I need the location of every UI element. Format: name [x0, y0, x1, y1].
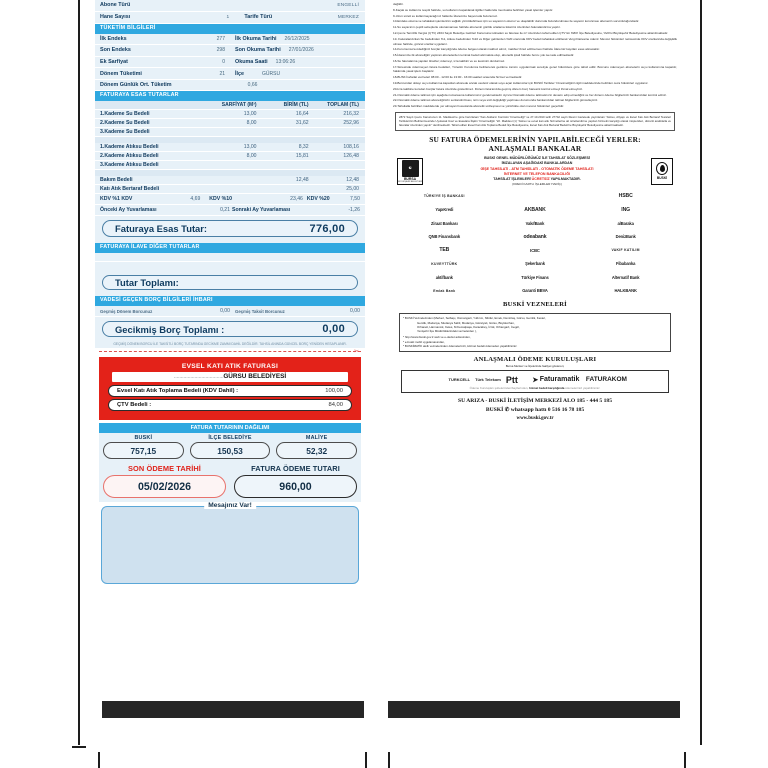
amount-unit: 16,64: [295, 111, 309, 118]
bank-logo: VakıfBank: [525, 220, 545, 226]
faturamatik-label: Faturamatik: [539, 376, 580, 384]
bank-logo: [490, 190, 581, 204]
bank-header-line5b: YAPILMAKTADIR.: [550, 176, 581, 181]
table-row: [95, 185, 365, 194]
bank-logo: Garanti BBVA: [522, 288, 548, 294]
bank-logo: odeabank: [523, 233, 547, 240]
payable-amount-label: FATURA ÖDEME TUTARI: [251, 464, 340, 474]
amounts-col-unit: BİRİM (TL): [283, 102, 309, 109]
bank-logo: ING: [621, 206, 631, 213]
amount-unit: 8,32: [298, 144, 309, 151]
ptt-logo: [506, 375, 528, 385]
message-body: [101, 506, 359, 584]
abone-turu-label: Abone Türü: [100, 2, 131, 9]
table-row: [95, 110, 365, 119]
pi-note-c: ödemelerinizi yapabilirsiniz.: [565, 385, 601, 390]
term-item: 17-Süresinde ödenmeyen fatura bedelleri, Yönetim Kurulunca belirlenerek gecikme zammı uygulanmak suretiyle genel hükümlere göre tahsil edilir. Borcunu ödemeyen abonelerin suyu kullanımına kapatılır, hakkında yasal işlem başlatılır.: [393, 64, 677, 74]
distribution-treasury-value: 52,32: [276, 442, 357, 459]
solid-waste-invoice-box: [99, 357, 361, 420]
vezne-line: * http://www.buski.gov.tr web ve e-devlet adresinden,: [403, 335, 471, 340]
amount-qty: 8,00: [246, 153, 257, 160]
onceki-ay-value: 0,21: [220, 207, 230, 214]
ctv-fee-label: ÇTV Bedeli :: [117, 402, 152, 409]
overdue-total-value: 0,00: [322, 323, 345, 336]
tarife-turu-label: Tarife Türü: [244, 14, 273, 21]
bank-logo: Fibabanka: [615, 261, 636, 267]
bank-header-line3: GİŞE TAHSİLATI - ATM TAHSİLATI - OTOMATİK ÖDEME TAHSİLATI: [480, 166, 594, 171]
buski-logo: [651, 158, 673, 185]
turkcell-logo: [443, 377, 470, 382]
message-legend: Mesajınız Var!: [204, 502, 256, 509]
payment-places-title: SU FATURA ÖDEMELERİNİN YAPILABİLECEĞİ YERLER:: [429, 134, 641, 144]
bank-logo: Emlak Bank: [433, 288, 456, 293]
kdv1-value: 4,69: [190, 196, 201, 203]
waste-regulation-note: 2872 Sayılı Çevre Kanununun 11. Maddesi'ne göre hazırlanan "Katı Atıkların Kontrolü Yönetmeliği" ve 27.10.2010 tarih 27742 sayılı Resmi Gazetede yayınlanan "Atıksu, Altyapı ve Evsel Katı Atık Bertaraf Tesisleri Tarifelerinin Belirlenmesinde Uyulacak Usul ve Esaslara İlişkin Yönetmeliğin "22. Maddesi (1) "Atıksu ve evsel katı atık hizmetlerine ait ücretlendirme yapılan hizmetin karşılığı olarak müşteriden, düzenli aralıklarla ve faturalar üzerinden yapılır" denilmektedir. Tahsil edilen Evsel Katı Atık Toplama Bedeli İlçe Belediyesine, Evsel Katı Atık Bertaraf Bedeli'ne Büyükşehir Belediyesine aktarılmaktadır.: [395, 112, 675, 131]
faturamatik-arrow-icon: ➤: [532, 376, 539, 384]
overdue-total-pill: [102, 321, 358, 337]
amount-total: 216,32: [343, 111, 359, 118]
term-item: 20-Icra takibine konulan borçlar fatura üzerinde gösterilmez. Dönem faturanızda geçmiş dönem borç hanesini kontrol etmeyi ihmal etmeyiniz.: [393, 86, 583, 91]
sonraki-ay-value: -1,26: [348, 207, 360, 214]
pi-note-b: hizmet bedeli karşılığında: [529, 385, 565, 390]
invoice-total-label: Faturaya Esas Tutar:: [115, 223, 208, 235]
bank-header-line2: İMZALAYAN AŞAĞIDAKİ BANKALARDAN: [501, 161, 573, 166]
term-item: 8-Kaçak su kullanımı tespiti halinde, su kullanımı kapatılarak ilgililer hakkında mevzuatta belirtilen yasal işlemler yapılır.: [393, 7, 554, 12]
hane-sayisi-value: 1: [226, 14, 230, 20]
bank-logo: VAKIF KATILIM: [611, 248, 640, 253]
rounding-row: [95, 205, 365, 216]
message-area: [101, 502, 359, 584]
buski-logo-text: BUSKİ: [656, 176, 668, 181]
amount-total: 25,00: [346, 186, 359, 193]
onceki-ay-label: Önceki Ay Yuvarlaması: [100, 207, 157, 214]
ek-sarfiyat-label: Ek Sarfiyat: [100, 58, 128, 65]
bursa-logo-sub: BÜYÜKŞEHİR BELEDİYESİ: [398, 181, 422, 184]
contact-block: [393, 395, 677, 422]
pi-note-a: Ödeme Kuruluşları şubelerinden/bayilerinden,: [469, 385, 529, 390]
table-row: [95, 143, 365, 152]
municipality-dots: ....................................: [173, 373, 224, 381]
turkcell-mark-icon: [443, 378, 447, 382]
contact-buski-label: BUSKİ: [485, 407, 504, 414]
tarife-turu-value: MERKEZ: [337, 14, 359, 20]
subscriber-row-household: [95, 12, 365, 24]
overdue-note: GEÇMİŞ DÖNEM BORCU İLE TAKSİTLİ BORÇ TUTARINDA GECİKME ZAMMI DAHİL DEĞİLDİR. TAHSİL ANINDA GÜNCEL BORÇ YENİDEN HESAPLANIR.: [113, 341, 347, 346]
subscriber-row-type: [95, 0, 365, 12]
kdv20-label: KDV %20: [306, 196, 330, 203]
donem-tuketimi-value: 21: [219, 70, 225, 77]
crop-mark-lb: [72, 746, 86, 748]
bank-logo: QNB Finansbank: [428, 234, 461, 240]
table-row: [95, 119, 365, 128]
vezne-line: * BUSKİ Veznelerinden (Merkez, Setbaşı, Osmangazi, Yıldırım, Nilüfer, Emek, Demirtaş, Gürsu, Gemlik, Kestel,: [403, 316, 546, 321]
faturamatik-logo: [532, 376, 579, 384]
bank-logo: HSBC: [618, 193, 633, 200]
amount-sum-label: Tutar Toplamı:: [115, 277, 179, 289]
bank-header-line5a: TAHSİLAT İŞLEMLERİ: [493, 176, 531, 181]
ctv-fee-value: 84,00: [328, 402, 343, 409]
kdv-row: [95, 194, 365, 205]
crop-mark-br3: [684, 752, 686, 768]
extra-blank-row: [95, 253, 365, 262]
buski-cashdesks-title: BUSKİ VEZNELERİ: [503, 300, 567, 308]
amount-unit: 31,62: [295, 120, 309, 127]
contact-line2: [393, 406, 677, 415]
municipality-suffix: BELEDİYESİ: [248, 373, 287, 381]
invoice-total-pill: [102, 220, 358, 237]
waste-collection-fee-label: Evsel Katı Atık Toplama Bedeli (KDV Dahil) :: [117, 387, 239, 394]
amount-name: 3.Kademe Su Bedeli: [100, 129, 150, 136]
bill-detail-page: [95, 0, 365, 722]
distribution-header: FATURA TUTARININ DAĞILIMI: [99, 423, 361, 433]
term-item: 10-Endeks okuma ve tahakkuk işlemlerinin sağlıklı yürütülebilmesi için su sayacının okunur ve ulaşılabilir durumda bulundurulması ile sayacın korunması abonenin sorumluluğundadır.: [393, 19, 640, 24]
waste-collection-fee-value: 100,00: [325, 387, 343, 394]
vezne-line: Yenişehir İlçe Müdürlüklerindeki veznelerden ),: [417, 329, 477, 334]
term-item: 11-Su sayacının çeşitli sebeplerle okunamaması halinde abonenin günlük ortalama tüketimi üzerinden faturalandırma yapılır.: [393, 25, 561, 30]
due-date-value: 05/02/2026: [103, 475, 226, 498]
waste-title: EVSEL KATI ATIK FATURASI: [181, 362, 279, 370]
bank-logo: Şekerbank: [525, 261, 545, 267]
payment-institutions-note: [405, 387, 665, 391]
bank-logo: Ziraat Bankası: [431, 220, 458, 226]
payment-institutions-title: ANLAŞMALI ÖDEME KURULUŞLARI: [473, 355, 597, 363]
amount-unit: 12,48: [295, 177, 309, 184]
consumption-row: [95, 34, 365, 46]
bank-logo: AKBANK: [524, 206, 546, 213]
vezne-line: * e-buski mobil uygulamasından,: [403, 339, 445, 344]
vezne-line: * BUSKİMATİK akıllı veznelerinden ödemelerinizi, Hizmet bedeli ödemeden yapabilirsiniz.: [403, 344, 518, 349]
okuma-saati-value: 13:06:26: [275, 58, 296, 65]
amount-name: Bakım Bedeli: [100, 177, 133, 184]
payment-institutions-box: [401, 370, 669, 393]
distribution-municipality: [190, 435, 271, 460]
gecmis-taksit-value: 0,00: [350, 308, 360, 315]
bank-header-free-word: ÜCRETSİZ: [531, 176, 550, 181]
bank-logo: Alternatif Bank: [611, 274, 640, 280]
term-item: 19-Borcundan dolayı suyu kullanıma kapatılan abonede ancak usulsüz olarak suyu açan kullanıcılar için BUSKİ Tarifeler Yönetmeliğinin ilgili maddelerinde belirtilen ceza hükümleri uygulanır.: [393, 81, 649, 85]
bursa-crest-icon: ☯: [402, 160, 419, 177]
extra-amounts-header: FATURAYA İLAVE DİĞER TUTARLAR: [95, 243, 365, 253]
consumption-row: [95, 68, 365, 80]
son-okuma-tarihi-label: Son Okuma Tarihi: [235, 47, 281, 54]
payment-institutions-subtitle: Bursa Merkez ve İlçelerinde faaliyet gösteren;: [505, 364, 565, 369]
subscriber-info: [95, 0, 365, 24]
agreement-banks-title: ANLAŞMALI BANKALAR: [488, 143, 582, 153]
waste-collection-fee-row: [108, 385, 352, 397]
cashdesk-info-box: [399, 313, 671, 352]
page-bottom-black-bar: [388, 701, 680, 718]
donem-tuketimi-label: Dönem Tüketimi: [100, 70, 142, 77]
distribution-buski-label: BUSKİ: [134, 434, 153, 441]
sonraki-ay-label: Sonraki Ay Yuvarlaması: [231, 207, 291, 214]
crop-mark-left2: [78, 0, 80, 745]
distribution-municipality-value: 150,53: [190, 442, 271, 459]
term-item: 23-Tahsilatla belirtilen maddelerde yer almayan hususlarda abonelik sözleşmesi ve yürürlükte olan mevcut hükümleri geçerlidir.: [393, 104, 565, 109]
overdue-header: VADESİ GEÇEN BORÇ BİLGİLERİ İHBARI: [95, 296, 365, 306]
distribution-buski-value: 757,15: [103, 442, 184, 459]
kdv10-value: 23,46: [290, 196, 303, 203]
amounts-header-row: [95, 101, 365, 110]
vezne-line: Orhaneli, Harmancık, Keles, M.Kemalpaşa, Karacabey, İznik, Orhangazi, İnegöl,: [417, 325, 520, 330]
amounts-col-qty: SARFİYAT (M³): [221, 102, 257, 109]
term-item: 14-Kurumumuza ödediğiniz borçlar karşılığında ödeme belgesi olarak makbuz alınız, makbuz ibraz edilmemesi halinde İdaremiz kayıtları esas alınacaktır.: [393, 47, 600, 52]
amount-name: 1.Kademe Su Bedeli: [100, 111, 150, 118]
son-endeks-value: 298: [216, 47, 225, 54]
faturakom-label: FATURAKOM: [585, 376, 627, 384]
distribution-treasury: [276, 435, 357, 460]
amount-total: 126,48: [343, 153, 359, 160]
bank-header-line1: BUSKİ GENEL MÜDÜRLÜĞÜMÜZ İLE TAHSİLAT SÖZLEŞMESİ: [484, 156, 590, 161]
turk-telekom-label: Türk Telekom: [475, 377, 501, 383]
bank-header-line6: (KREDİ KARTLI İŞLEMLER HARİÇ): [512, 182, 562, 187]
ilk-endeks-label: İlk Endeks: [100, 35, 127, 42]
amount-total: 252,96: [343, 120, 359, 127]
term-item: 21-Otomatik ödeme talimatı için aşağıda numarasına kullanımınız gerekmektedir. Ayrıca Otomatik ödeme talimatınızın devamı edip etmediğini ve her dönem ödeme bilgilerinizi bankanızdan kontrol ediniz.: [393, 92, 667, 97]
payment-summary: [99, 463, 361, 502]
bank-logo: TEB: [439, 247, 450, 254]
extra-blank-row: [95, 262, 365, 271]
amount-total: 108,16: [343, 144, 359, 151]
gecmis-taksit-label: Geçmiş Taksit Borcunuz: [234, 308, 285, 314]
consumption-row: [95, 80, 365, 92]
kdv10-label: KDV %10: [209, 196, 233, 203]
abone-turu-value: ENGELLİ: [337, 2, 359, 8]
amounts-section-header: FATURAYA ESAS TUTARLAR: [95, 91, 365, 101]
overdue-total-label: Gecikmiş Borç Toplamı :: [115, 323, 225, 335]
overdue-row: [95, 306, 365, 317]
payable-amount-value: 960,00: [234, 475, 357, 498]
hane-sayisi-label: Hane Sayısı: [100, 14, 131, 21]
son-okuma-tarihi-value: 27/01/2026: [288, 47, 314, 54]
term-item: 18-BUSKİ tahsilat vezneleri 08:00 - 12:00 ile 13:00 - 16:00 saatleri arasında hizmet vermektedir.: [393, 75, 523, 80]
terms-list: [393, 2, 677, 109]
invoice-total-value: 776,00: [309, 222, 345, 235]
turkcell-label: TURKCELL: [448, 377, 471, 383]
amount-name: Katı Atık Bertaraf Bedeli: [100, 186, 160, 193]
crop-mark-br2: [388, 752, 390, 768]
amount-name: 1.Kademe Atıksu Bedeli: [100, 144, 159, 151]
amount-sum-pill: [102, 275, 358, 290]
consumption-row: [95, 45, 365, 57]
amount-qty: 8,00: [246, 120, 257, 127]
bank-logo: aktifbank: [435, 274, 453, 280]
water-drop-icon: [656, 162, 668, 175]
distribution-buski: [103, 435, 184, 460]
bank-logo-grid: [393, 189, 677, 300]
kdv1-label: KDV %1 KDV: [100, 196, 133, 203]
bank-header-line4: İNTERNET VE TELEFON BANKACILIĞI: [503, 171, 571, 176]
gecmis-donem-value: 0,00: [220, 308, 230, 315]
term-item: 9-Uzun süreli su kullanmayacağınız hallerde İdaremize başvuruda bulununuz.: [393, 13, 498, 18]
due-date-label: SON ÖDEME TARİHİ: [128, 464, 201, 474]
consumption-row: [95, 57, 365, 69]
term-item: değildir.: [393, 2, 404, 6]
ptt-mark-icon: [519, 376, 527, 384]
term-item: 22-Otomatik ödeme talimatı abonelığinizin sonlandırılması, isim veya sicil değişikliği yapılması durumunda bankanızdan talimat bilgilerinizi güncelleyiniz.: [393, 98, 599, 103]
okuma-saati-label: Okuma Saati: [235, 58, 268, 65]
municipality-name: GÜRSU: [223, 373, 247, 381]
table-row: [95, 161, 365, 170]
amount-qty: 13,00: [243, 111, 257, 118]
amounts-col-total: TOPLAM (TL): [327, 102, 359, 109]
amount-total: 12,48: [346, 177, 359, 184]
bank-logo: Türkiye Finans: [521, 274, 549, 280]
bank-logo: HALKBANK: [614, 288, 637, 294]
gunluk-ort-label: Dönem Günlük Ort. Tüketim: [100, 82, 172, 89]
municipality-bar: [112, 372, 348, 382]
crop-mark-bl: [98, 752, 100, 768]
contact-whatsapp-text: whatsapp hattı 0 516 16 78 185: [510, 407, 585, 414]
bank-header-strip: [397, 156, 673, 187]
table-row: [95, 152, 365, 161]
payment-institutions-logos: [405, 373, 665, 387]
amount-name: 3.Kademe Atıksu Bedeli: [100, 162, 159, 169]
crop-mark-right: [700, 0, 702, 745]
amount-name: 2.Kademe Atıksu Bedeli: [100, 153, 159, 160]
tear-off-line: [99, 351, 361, 355]
ilk-okuma-tarihi-value: 26/12/2025: [284, 35, 310, 42]
bank-logo: DenizBank: [615, 234, 636, 240]
bank-logo: alBaraka: [617, 220, 634, 226]
amounts-table: [95, 101, 365, 216]
table-row: [95, 128, 365, 137]
amount-name: 2.Kademe Su Bedeli: [100, 120, 150, 127]
whatsapp-icon: ✆: [504, 407, 510, 414]
amount-unit: 15,81: [295, 153, 309, 160]
turk-telekom-logo: [475, 377, 501, 382]
due-date-block: [103, 464, 226, 498]
crop-mark-br: [365, 752, 367, 768]
contact-website: www.buski.gov.tr: [516, 415, 554, 421]
table-row: [95, 176, 365, 185]
ek-sarfiyat-value: 0: [222, 58, 225, 65]
consumption-table: [95, 34, 365, 92]
distribution-treasury-label: MALİYE: [305, 434, 328, 441]
ilce-value: GÜRSU: [262, 70, 281, 77]
distribution-municipality-label: İLÇE BELEDİYE: [208, 434, 252, 441]
term-item: 13- Faturalandırılan Su bedelinden %1, Atıksu bedelinden %10 ve Diğer gelirlerden %20 oranında KDV bedeli tahakkuk ettirilerek Vergi Dairesine ödenir. Mevcut hükümleri neticesinde KDV oranlarında değişiklik olması halinde, güncel oranlar uygulanır.: [393, 36, 677, 46]
payable-amount-block: [234, 464, 357, 498]
vezne-line: Gemlik, Mudanya, Mudanya Sahil, Mudanya, Güzelyalı, Gürsu, Büyükorhan,: [417, 320, 515, 325]
bank-logo: ICBC: [530, 247, 540, 253]
term-item: 15-İdaremize ilk aboneliğini yaptıran abonelerden teminat bedeli alınmakta olup, abonelik iptali halinde borcu yok ise iade edilmektedir.: [393, 53, 575, 58]
consumption-section-header: TÜKETİM BİLGİLERİ: [95, 24, 365, 34]
ilk-okuma-tarihi-label: İlk Okuma Tarihi: [235, 35, 277, 42]
gecmis-donem-label: Geçmiş Dönem Borcunuz: [100, 308, 153, 314]
gunluk-ort-value: 0,66: [247, 82, 258, 89]
faturakom-logo: [584, 376, 627, 383]
amount-qty: 13,00: [243, 144, 257, 151]
scissors-icon: ✂: [353, 349, 359, 356]
contact-line1: SU ARIZA - BUSKİ İLETİŞİM MERKEZİ ALO 185 - 444 5 185: [457, 398, 612, 405]
bank-logo: TÜRKİYE İŞ BANKASI: [423, 194, 465, 199]
kdv20-value: 7,50: [350, 196, 360, 203]
ilce-label: İlçe: [235, 70, 244, 77]
ilk-endeks-value: 277: [216, 35, 225, 42]
bursa-municipality-logo: [397, 158, 423, 185]
bank-logo: YapıKredi: [435, 207, 454, 213]
terms-and-banks-page: [385, 0, 685, 722]
term-item: 16-Su faturalarına yapılan itirazlar; ödemeyi, icra takibini ve su kesimini durdurmaz.: [393, 58, 506, 63]
bank-logo: KUVEYTTÜRK: [431, 261, 458, 266]
page-bottom-black-bar: [102, 701, 364, 718]
distribution-row: [99, 433, 361, 464]
ptt-label: Ptt: [505, 374, 518, 385]
son-endeks-label: Son Endeks: [100, 47, 131, 54]
ctv-fee-row: [108, 399, 352, 411]
bank-header-text: [427, 156, 647, 187]
term-item: 12-Çevre Temizlik Vergisi (ÇTV) 2464 Sayılı Belediye Gelirleri Kanununa istinaden su faturası ile m³ üzerinden tahsil edilen ÇTV'nin %80'i İlçe Belediyesine, %20'si Büyükşehir Belediyesine aktarılmaktadır.: [393, 31, 669, 36]
bursa-logo-text: BURSA: [403, 176, 417, 181]
